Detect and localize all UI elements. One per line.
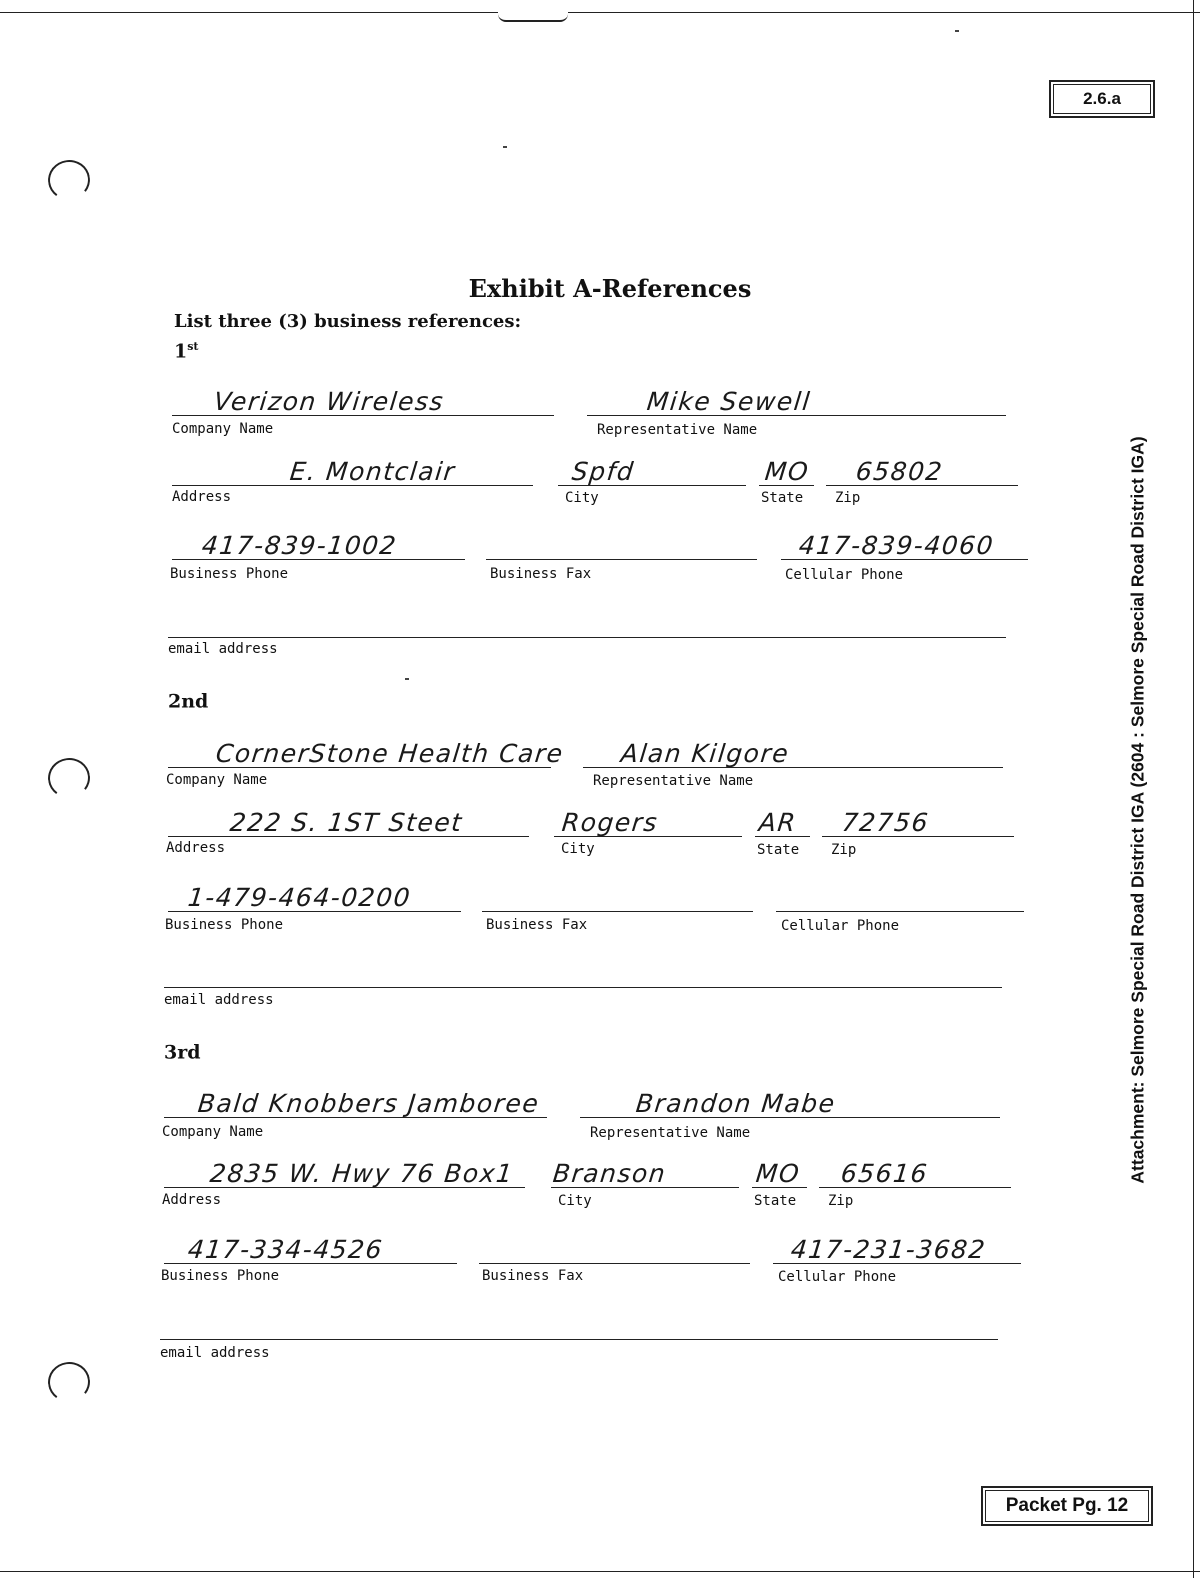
email-address-label: email address — [160, 1345, 270, 1361]
attachment-side-text: Attachment: Selmore Special Road District IGA (2604 : Selmore Special Road District IGA) — [1127, 436, 1148, 1184]
zip-field[interactable]: 65802 — [826, 444, 1018, 486]
business-phone-label: Business Phone — [165, 917, 284, 933]
address-label: Address — [162, 1192, 222, 1208]
email-address-label: email address — [164, 992, 274, 1008]
business-fax-field[interactable] — [479, 1222, 750, 1264]
cellular-phone-label: Cellular Phone — [785, 567, 904, 583]
company-name-label: Company Name — [166, 772, 268, 788]
representative-name-label: Representative Name — [593, 773, 754, 789]
city-label: City — [565, 490, 599, 506]
business-phone-field[interactable]: 417-839-1002 — [172, 518, 465, 560]
business-phone-label: Business Phone — [161, 1268, 280, 1284]
company-name-field[interactable]: CornerStone Health Care — [168, 724, 551, 768]
state-field[interactable]: AR — [755, 795, 810, 837]
address-field[interactable]: E. Montclair — [172, 444, 533, 486]
document-stamp: 2.6.a — [1049, 80, 1155, 118]
representative-name-field[interactable]: Brandon Mabe — [580, 1074, 1000, 1118]
state-label: State — [761, 490, 804, 506]
business-phone-field[interactable]: 417-334-4526 — [164, 1222, 457, 1264]
state-field[interactable]: MO — [759, 444, 814, 486]
packet-page-stamp: Packet Pg. 12 — [981, 1486, 1153, 1526]
reference-3-ordinal: 3rd — [164, 1041, 201, 1064]
city-field[interactable]: Spfd — [558, 444, 746, 486]
address-label: Address — [172, 489, 232, 505]
representative-name-label: Representative Name — [590, 1125, 751, 1141]
reference-1-ordinal: 1st — [174, 340, 199, 363]
business-fax-label: Business Fax — [482, 1268, 584, 1284]
address-field[interactable]: 222 S. 1ST Steet — [168, 795, 529, 837]
city-label: City — [561, 841, 595, 857]
zip-field[interactable]: 72756 — [822, 795, 1014, 837]
email-address-label: email address — [168, 641, 278, 657]
zip-label: Zip — [835, 490, 861, 506]
state-label: State — [757, 842, 800, 858]
address-label: Address — [166, 840, 226, 856]
page-title: Exhibit A-References — [468, 274, 752, 303]
reference-2-ordinal: 2nd — [168, 690, 209, 713]
business-phone-field[interactable]: 1-479-464-0200 — [168, 870, 461, 912]
zip-label: Zip — [828, 1193, 854, 1209]
address-field[interactable]: 2835 W. Hwy 76 Box1 — [164, 1146, 525, 1188]
state-field[interactable]: MO — [752, 1146, 807, 1188]
business-fax-label: Business Fax — [486, 917, 588, 933]
city-field[interactable]: Branson — [551, 1146, 739, 1188]
email-address-field[interactable] — [160, 1302, 998, 1340]
business-fax-label: Business Fax — [490, 566, 592, 582]
company-name-label: Company Name — [162, 1124, 264, 1140]
company-name-field[interactable]: Bald Knobbers Jamboree — [164, 1074, 547, 1118]
city-field[interactable]: Rogers — [554, 795, 742, 837]
state-label: State — [754, 1193, 797, 1209]
business-phone-label: Business Phone — [170, 566, 289, 582]
representative-name-label: Representative Name — [597, 422, 758, 438]
cellular-phone-label: Cellular Phone — [778, 1269, 897, 1285]
cellular-phone-field[interactable]: 417-839-4060 — [781, 518, 1028, 560]
zip-label: Zip — [831, 842, 857, 858]
zip-field[interactable]: 65616 — [819, 1146, 1011, 1188]
city-label: City — [558, 1193, 592, 1209]
representative-name-field[interactable]: Alan Kilgore — [583, 724, 1003, 768]
company-name-label: Company Name — [172, 421, 274, 437]
instruction-text: List three (3) business references: — [174, 311, 522, 332]
cellular-phone-field[interactable]: 417-231-3682 — [773, 1222, 1021, 1264]
representative-name-field[interactable]: Mike Sewell — [587, 372, 1006, 416]
company-name-field[interactable]: Verizon Wireless — [172, 372, 554, 416]
cellular-phone-label: Cellular Phone — [781, 918, 900, 934]
